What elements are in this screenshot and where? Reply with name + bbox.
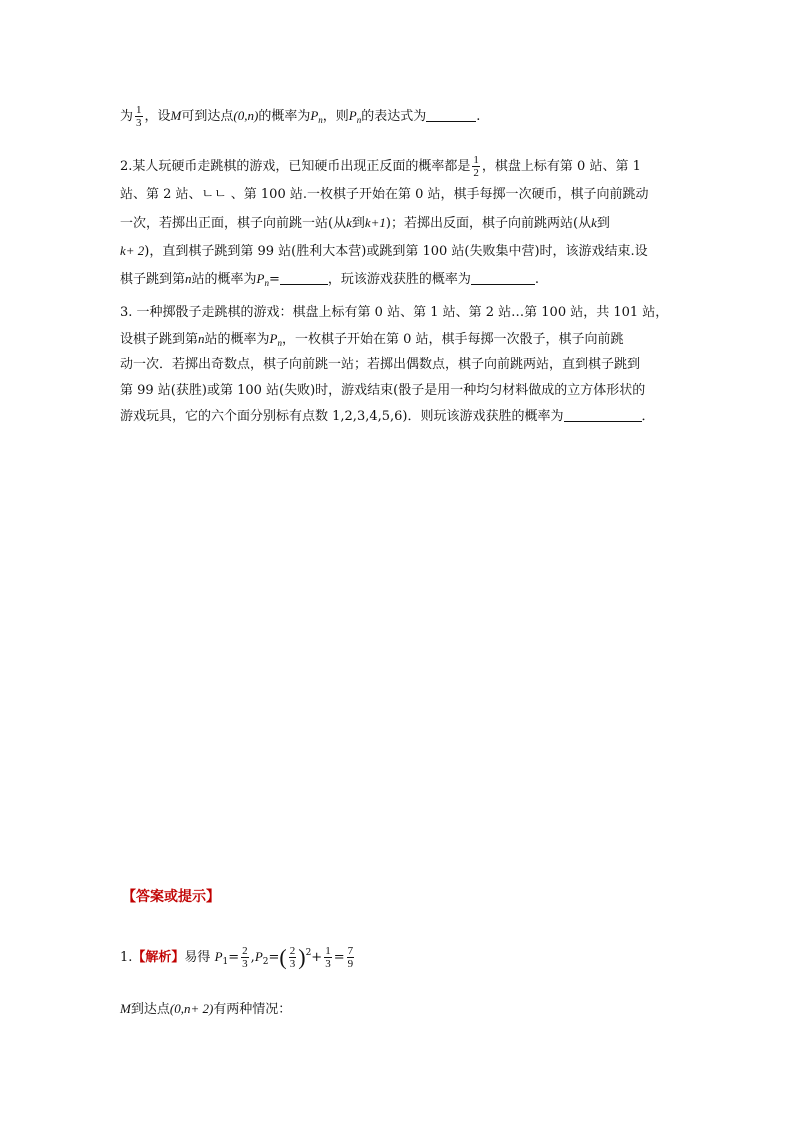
fraction-one-third: $\frac{1}{3}$ — [136, 104, 142, 129]
answer-blank[interactable] — [426, 109, 476, 122]
q3-line-4: 第 99 站(获胜)或第 100 站(失败)时，游戏结束(骰子是用一种均匀材料做成的立方体形状的 — [120, 383, 646, 398]
answer-blank[interactable] — [564, 409, 642, 422]
q3-line-2: 设棋子跳到第n站的概率为$P_n$，一枚棋子开始在第 0 站，棋手每掷一次骰子，棋子向前跳 — [120, 331, 624, 348]
q3-line-5: 游戏玩具，它的六个面分别标有点数 1,2,3,4,5,6)．则玩该游戏获胜的概率为 ． — [120, 409, 655, 424]
answer-1-line: 1.【解析】易得 $P_1=$ $\frac{2}{3}$ $,P_2=$( $\frac{2}{3}$ )$^2$+ $\frac{1}{3}$ = $\frac{7}{9}$ — [120, 944, 354, 970]
answer-blank[interactable] — [471, 272, 535, 285]
q2-line-5: 棋子跳到第n站的概率为$P_n=$ ，玩该游戏获胜的概率为 . — [120, 271, 540, 288]
q2-line-2: 站、第 2 站、ㄴㄴ 、第 100 站.一枚棋子开始在第 0 站，棋手每掷一次硬币，棋子向前跳动 — [120, 187, 649, 202]
q2-line-1: 2.某人玩硬币走跳棋的游戏，已知硬币出现正反面的概率都是 $\frac{1}{2}$ ，棋盘上标有第 0 站、第 1 — [120, 154, 641, 179]
q2-line-4: k+ 2)，直到棋子跳到第 99 站(胜利大本营)或跳到第 100 站(失败集中营)时，该游戏结束.设 — [120, 243, 648, 259]
answer-1-continuation: M到达点(0,n+ 2)有两种情况： — [120, 1001, 292, 1017]
q1-tail-line: 为 $\frac{1}{3}$ ，设M可到达点(0,n)的概率为$P_n$，则$P_n$的表达式为 . — [120, 104, 481, 129]
answer-blank[interactable] — [280, 272, 328, 285]
q3-line-3: 动一次．若掷出奇数点，棋子向前跳一站；若掷出偶数点，棋子向前跳两站，直到棋子跳到 — [120, 357, 641, 372]
q2-line-3: 一次，若掷出正面，棋子向前跳一站(从k到k+1)；若掷出反面，棋子向前跳两站(从k到 — [120, 215, 610, 231]
q3-line-1: 3. 一种掷骰子走跳棋的游戏：棋盘上标有第 0 站、第 1 站、第 2 站…第 100 站，共 101 站， — [120, 305, 669, 320]
answer-section-header: 【答案或提示】 — [122, 889, 220, 905]
fraction-one-half: $\frac{1}{2}$ — [473, 154, 479, 179]
